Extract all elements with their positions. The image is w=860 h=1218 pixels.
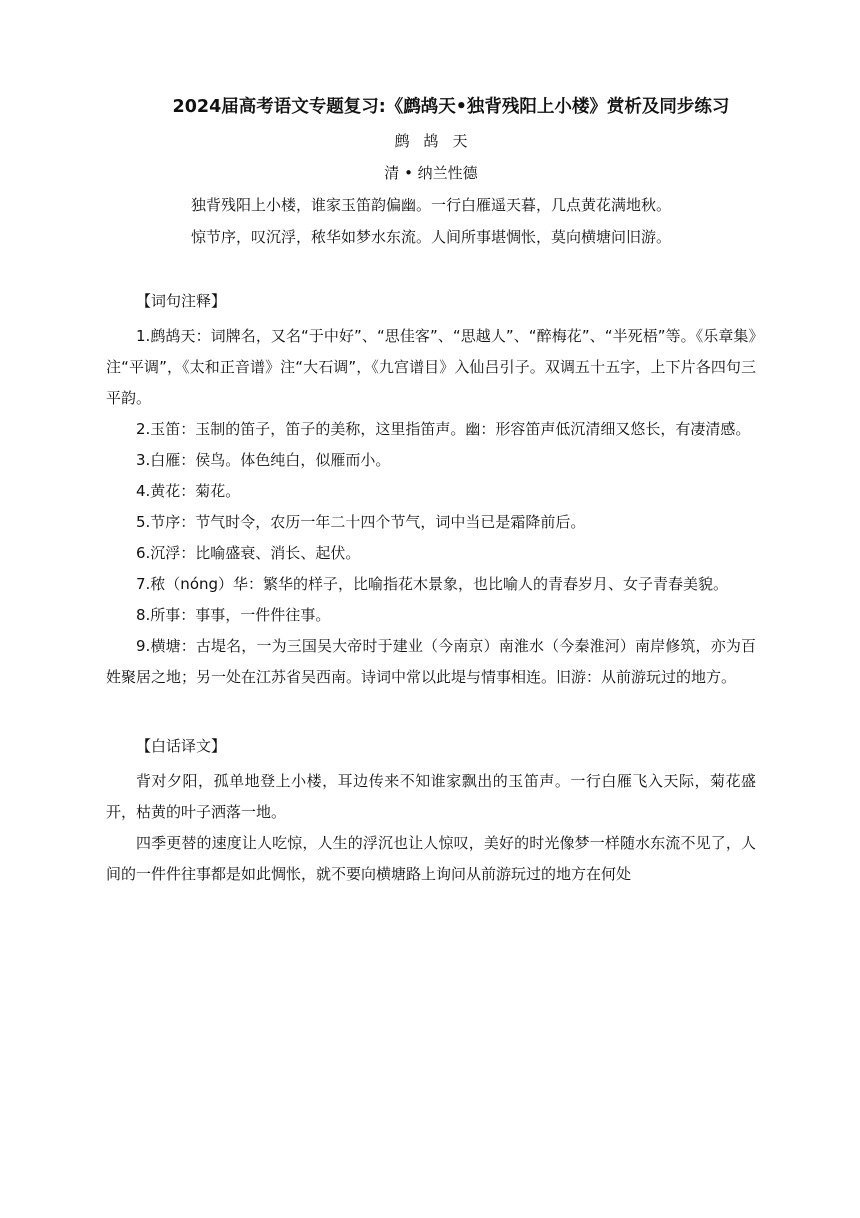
poem-line: 独背残阳上小楼，谁家玉笛韵偏幽。一行白雁遥天暮，几点黄花满地秋。 [190, 196, 671, 214]
translation-paragraph: 四季更替的速度让人吃惊，人生的浮沉也让人惊叹，美好的时光像梦一样随水东流不见了，人间的一件件往事都是如此惆怅，就不要向横塘路上询问从前游玩过的地方在何处 [106, 834, 756, 883]
poem-line: 惊节序，叹沉浮，秾华如梦水东流。人间所事堪惆怅，莫向横塘问旧游。 [190, 228, 671, 246]
note-item: 1.鹧鸪天：词牌名，又名“于中好”、“思佳客”、“思越人”、“醉梅花”、“半死梧”等。《乐章集》注“平调”，《太和正音谱》注“大石调”，《九宫谱目》入仙吕引子。双调五十五字，上下片各四句三平韵。 [106, 327, 756, 407]
poem-name-char: 鸪 [423, 132, 439, 150]
translation-heading: 【白话译文】 [136, 737, 227, 755]
section-spacer [106, 693, 756, 735]
section-spacer [106, 248, 756, 290]
poem-name [106, 130, 756, 152]
note-item: 3.白雁：侯鸟。体色纯白，似雁而小。 [136, 451, 391, 469]
note-item: 7.秾（nóng）华：繁华的样子，比喻指花木景象，也比喻人的青春岁月、女子青春美貌。 [136, 575, 729, 593]
note-item: 8.所事：事事，一件件往事。 [136, 606, 331, 624]
notes-heading: 【词句注释】 [136, 292, 227, 310]
note-item: 6.沉浮：比喻盛衰、消长、起伏。 [136, 544, 361, 562]
note-item: 9.横塘：古堤名，一为三国吴大帝时于建业（今南京）南淮水（今秦淮河）南岸修筑，亦为百姓聚居之地；另一处在江苏省吴西南。诗词中常以此堤与情事相连。旧游：从前游玩过的地方。 [106, 637, 756, 686]
document-title: 2024届高考语文专题复习:《鹧鸪天•独背残阳上小楼》赏析及同步练习 [172, 97, 730, 117]
note-item: 5.节序：节气时令，农历一年二十四个节气，词中当已是霜降前后。 [136, 513, 586, 531]
note-item: 2.玉笛：玉制的笛子，笛子的美称，这里指笛声。幽：形容笛声低沉清细又悠长，有凄清感。 [136, 420, 751, 438]
poem-name-char: 鹧 [394, 132, 410, 150]
poem-author: 清 • 纳兰性德 [384, 164, 478, 182]
poem-name-char: 天 [452, 132, 468, 150]
translation-body [106, 766, 756, 890]
note-item: 4.黄花：菊花。 [136, 482, 241, 500]
notes-list [106, 321, 756, 693]
translation-paragraph: 背对夕阳，孤单地登上小楼，耳边传来不知谁家飘出的玉笛声。一行白雁飞入天际，菊花盛开，枯黄的叶子洒落一地。 [106, 772, 756, 821]
